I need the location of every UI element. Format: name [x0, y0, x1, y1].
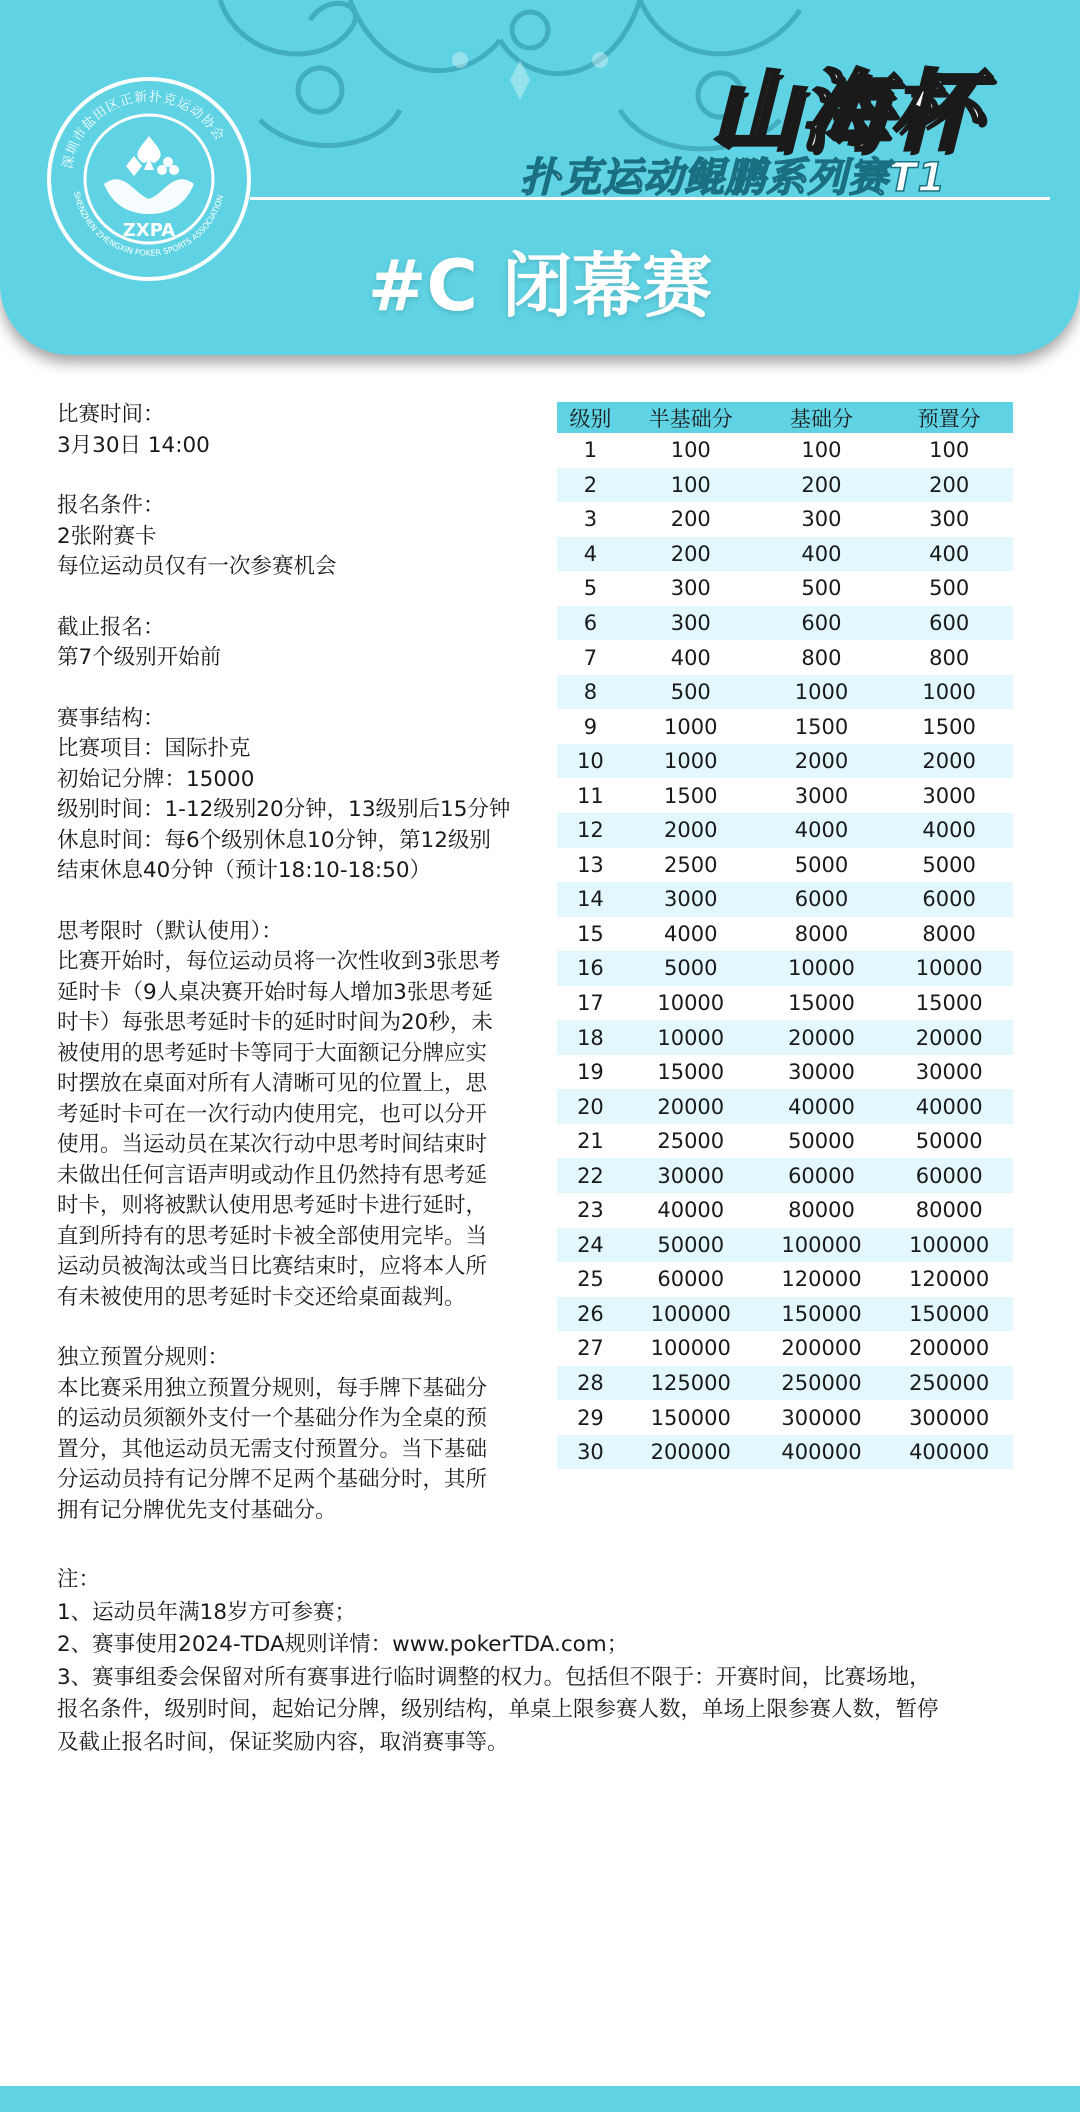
cell-big-blind: 400: [758, 537, 886, 572]
cell-big-blind: 80000: [788, 1198, 855, 1223]
cell-level: 4: [557, 537, 624, 572]
cell-level: 15: [577, 921, 604, 946]
logo-org-name: 深圳市盐田区正新扑克运动协会: [60, 89, 228, 171]
note-item: 2、赛事使用2024-TDA规则详情：www.pokerTDA.com；: [57, 1632, 629, 1657]
cell-small-blind: 500: [624, 675, 758, 710]
cell-small-blind: 3000: [624, 882, 758, 917]
section-ante-rule: [57, 1343, 547, 1526]
cell-ante: 15000: [915, 991, 983, 1016]
cell-small-blind: 1000: [664, 714, 718, 739]
cell-level: 17: [577, 991, 604, 1016]
cell-ante: 300000: [909, 1405, 990, 1430]
table-row: [557, 1020, 1013, 1055]
think-line: 时卡）每张思考延时卡的延时时间为20秒，未: [57, 1010, 493, 1035]
cell-big-blind: 300000: [781, 1405, 862, 1430]
cell-level: 29: [577, 1405, 604, 1430]
ante-line: 的运动员须额外支付一个基础分作为全桌的预: [57, 1406, 488, 1431]
think-line: 有未被使用的思考延时卡交还给桌面裁判。: [57, 1284, 466, 1310]
cell-big-blind: 1500: [794, 714, 849, 739]
think-line: 直到所持有的思考延时卡被全部使用完毕。当: [57, 1223, 488, 1249]
table-row: [557, 1400, 1013, 1435]
cell-ante: 3000: [922, 783, 976, 808]
cell-level: 8: [557, 675, 624, 710]
cell-big-blind: 40000: [758, 1089, 886, 1124]
cell-big-blind: 6000: [758, 882, 886, 917]
structure-line: 结束休息40分钟（预计18:10-18:50）: [57, 858, 432, 883]
table-row: [557, 709, 1013, 744]
header-ante: 预置分: [885, 402, 1013, 433]
cell-ante: 5000: [922, 852, 976, 877]
cell-ante: 400000: [885, 1435, 1013, 1470]
note-item: 报名条件，级别时间，起始记分牌，级别结构，单桌上限参赛人数，单场上限参赛人数，暂停: [57, 1697, 939, 1722]
cell-small-blind: 200000: [624, 1435, 758, 1470]
think-line: 未做出任何言语声明或动作且仍然持有思考延: [57, 1162, 488, 1188]
time-label: 比赛时间：: [57, 402, 165, 427]
think-line: 运动员被淘汰或当日比赛结束时，应将本人所: [57, 1254, 488, 1279]
main-title: 山海杯: [710, 60, 981, 163]
deadline-label: 截止报名：: [57, 614, 165, 640]
cell-big-blind: 15000: [788, 991, 855, 1016]
cell-ante: 4000: [885, 813, 1013, 848]
cell-small-blind: 40000: [657, 1198, 725, 1223]
cell-big-blind: 150000: [758, 1297, 886, 1332]
think-line: 时摆放在桌面对所有人清晰可见的位置上，思: [57, 1071, 488, 1096]
cell-ante: 400: [885, 537, 1013, 572]
table-row: [557, 917, 1013, 952]
cell-ante: 100000: [885, 1228, 1013, 1263]
table-row: [557, 502, 1013, 537]
cell-small-blind: 2500: [664, 852, 718, 877]
signup-line: 每位运动员仅有一次参赛机会: [57, 554, 337, 579]
note-item: 3、赛事组委会保留对所有赛事进行临时调整的权力。包括但不限于：开赛时间，比赛场地，: [57, 1664, 931, 1690]
cell-level: 26: [557, 1297, 624, 1332]
header-small-blind: 半基础分: [624, 402, 758, 433]
table-row: [557, 1055, 1013, 1090]
event-info: [57, 400, 547, 1556]
cell-small-blind: 400: [670, 645, 711, 670]
cell-ante: 250000: [885, 1366, 1013, 1401]
cell-small-blind: 100000: [624, 1297, 758, 1332]
section-think-time: [57, 917, 547, 1314]
ante-label: 独立预置分规则：: [57, 1345, 230, 1370]
think-line: 被使用的思考延时卡等同于大面额记分牌应实: [57, 1040, 488, 1066]
cell-level: 30: [557, 1435, 624, 1470]
table-row: [557, 1089, 1013, 1124]
cell-small-blind: 50000: [624, 1228, 758, 1263]
cell-small-blind: 10000: [624, 1020, 758, 1055]
table-row: [557, 1228, 1013, 1263]
table-row: [557, 537, 1013, 572]
cell-ante: 50000: [915, 1129, 983, 1154]
cell-level: 10: [557, 744, 624, 779]
series-subtitle: 扑克运动鲲鹏系列赛T1: [520, 155, 947, 201]
cell-big-blind: 4000: [758, 813, 886, 848]
table-row: [557, 951, 1013, 986]
cell-ante: 600: [885, 606, 1013, 641]
note-item: 及截止报名时间，保证奖励内容，取消赛事等。: [57, 1729, 509, 1755]
cell-ante: 6000: [885, 882, 1013, 917]
ante-line: 置分，其他运动员无需支付预置分。当下基础: [57, 1436, 488, 1462]
table-row: [557, 1262, 1013, 1297]
cell-small-blind: 150000: [650, 1405, 731, 1430]
cell-big-blind: 400000: [758, 1435, 886, 1470]
think-line: 延时卡（9人桌决赛开始时每人增加3张思考延: [57, 979, 493, 1005]
header-level: 级别: [557, 402, 624, 433]
think-line: 考延时卡可在一次行动内使用完，也可以分开: [57, 1101, 488, 1127]
table-row: [557, 640, 1013, 675]
cell-small-blind: 125000: [624, 1366, 758, 1401]
cell-ante: 10000: [885, 951, 1013, 986]
think-line: 比赛开始时，每位运动员将一次性收到3张思考: [57, 949, 501, 974]
table-row: [557, 675, 1013, 710]
cell-big-blind: 300: [801, 507, 842, 532]
cell-big-blind: 5000: [794, 852, 849, 877]
cell-ante: 200000: [909, 1336, 990, 1361]
cell-big-blind: 600: [758, 606, 886, 641]
cell-level: 7: [583, 645, 598, 670]
section-time: [57, 400, 547, 461]
structure-line: 级别时间：1-12级别20分钟，13级别后15分钟: [57, 797, 511, 822]
cell-level: 1: [583, 438, 598, 463]
cell-ante: 30000: [915, 1060, 983, 1085]
event-name: #C 闭幕赛: [367, 245, 713, 327]
table-row: [557, 1331, 1013, 1366]
cell-small-blind: 4000: [664, 921, 718, 946]
cell-small-blind: 100000: [650, 1336, 731, 1361]
cell-big-blind: 50000: [788, 1129, 855, 1154]
cell-small-blind: 1000: [624, 744, 758, 779]
table-row: [557, 468, 1013, 503]
cell-big-blind: 30000: [788, 1060, 855, 1085]
cell-level: 2: [557, 468, 624, 503]
cell-big-blind: 20000: [758, 1020, 886, 1055]
cell-small-blind: 100: [624, 468, 758, 503]
cell-big-blind: 2000: [758, 744, 886, 779]
cell-big-blind: 200000: [781, 1336, 862, 1361]
cell-level: 14: [557, 882, 624, 917]
table-row: [557, 1435, 1013, 1470]
cell-big-blind: 3000: [794, 783, 849, 808]
cell-level: 16: [557, 951, 624, 986]
header-big-blind: 基础分: [758, 402, 886, 433]
cell-ante: 1000: [885, 675, 1013, 710]
cell-big-blind: 100: [801, 438, 842, 463]
cell-ante: 8000: [922, 921, 976, 946]
cell-big-blind: 60000: [758, 1158, 886, 1193]
table-row: [557, 606, 1013, 641]
section-signup: [57, 491, 547, 583]
cell-big-blind: 1000: [758, 675, 886, 710]
cell-level: 13: [577, 852, 604, 877]
table-row: [557, 571, 1013, 606]
cell-ante: 60000: [885, 1158, 1013, 1193]
logo-english-name: SHENZHEN ZHENGXIN POKER SPORTS ASSOCIATION: [71, 190, 226, 258]
cell-small-blind: 200: [624, 537, 758, 572]
cell-small-blind: 25000: [657, 1129, 725, 1154]
cell-ante: 80000: [915, 1198, 983, 1223]
cell-level: 20: [557, 1089, 624, 1124]
table-row: [557, 986, 1013, 1021]
cell-small-blind: 1500: [664, 783, 718, 808]
cell-small-blind: 5000: [624, 951, 758, 986]
cell-small-blind: 15000: [657, 1060, 725, 1085]
structure-line: 比赛项目：国际扑克: [57, 736, 251, 761]
structure-line: 初始记分牌：15000: [57, 766, 255, 792]
cell-level: 19: [577, 1060, 604, 1085]
table-row: [557, 433, 1013, 468]
cell-level: 27: [577, 1336, 604, 1361]
section-deadline: [57, 613, 547, 674]
table-row: [557, 813, 1013, 848]
cell-small-blind: 300: [670, 576, 711, 601]
think-line: 使用。当运动员在某次行动中思考时间结束时: [57, 1132, 488, 1157]
cell-level: 9: [583, 714, 598, 739]
cell-big-blind: 120000: [781, 1267, 862, 1292]
cell-ante: 20000: [885, 1020, 1013, 1055]
cell-small-blind: 100: [670, 438, 711, 463]
structure-label: 赛事结构：: [57, 705, 165, 731]
header-banner: [0, 0, 1080, 355]
cell-small-blind: 30000: [624, 1158, 758, 1193]
table-row: [557, 1366, 1013, 1401]
cell-level: 3: [583, 507, 598, 532]
cell-ante: 2000: [885, 744, 1013, 779]
table-row: [557, 1297, 1013, 1332]
cell-small-blind: 2000: [624, 813, 758, 848]
cell-ante: 500: [929, 576, 970, 601]
signup-label: 报名条件：: [57, 493, 165, 518]
cell-big-blind: 8000: [794, 921, 849, 946]
note-item: 1、运动员年满18岁方可参赛；: [57, 1599, 357, 1625]
deadline-value: 第7个级别开始前: [57, 645, 222, 670]
cell-level: 25: [577, 1267, 604, 1292]
cell-ante: 800: [929, 645, 970, 670]
cell-big-blind: 200: [758, 468, 886, 503]
cell-big-blind: 250000: [758, 1366, 886, 1401]
cell-level: 18: [557, 1020, 624, 1055]
table-row: [557, 778, 1013, 813]
time-value: 3月30日 14:00: [57, 432, 210, 458]
cell-ante: 150000: [885, 1297, 1013, 1332]
cell-ante: 120000: [909, 1267, 990, 1292]
cell-big-blind: 100000: [758, 1228, 886, 1263]
cell-small-blind: 20000: [624, 1089, 758, 1124]
table-row: [557, 882, 1013, 917]
cell-level: 22: [557, 1158, 624, 1193]
notes-section: [57, 1564, 1047, 1759]
cell-small-blind: 60000: [657, 1267, 725, 1292]
bottom-bar: [0, 2086, 1080, 2112]
cell-level: 21: [577, 1129, 604, 1154]
ante-line: 分运动员持有记分牌不足两个基础分时，其所: [57, 1467, 488, 1492]
think-line: 时卡，则将被默认使用思考延时卡进行延时，: [57, 1193, 488, 1218]
ante-line: 本比赛采用独立预置分规则，每手牌下基础分: [57, 1375, 488, 1401]
cell-ante: 100: [929, 438, 970, 463]
table-row: [557, 1193, 1013, 1228]
cell-small-blind: 10000: [657, 991, 725, 1016]
cell-big-blind: 800: [801, 645, 842, 670]
cell-level: 5: [583, 576, 598, 601]
cell-ante: 300: [929, 507, 970, 532]
cell-small-blind: 300: [624, 606, 758, 641]
ante-line: 拥有记分牌优先支付基础分。: [57, 1497, 337, 1523]
table-row: [557, 848, 1013, 883]
table-row: [557, 1124, 1013, 1159]
structure-line: 休息时间：每6个级别休息10分钟，第12级别: [57, 827, 491, 853]
cell-level: 12: [557, 813, 624, 848]
cell-small-blind: 200: [670, 507, 711, 532]
blind-structure-table: [557, 402, 1013, 1469]
cell-level: 6: [557, 606, 624, 641]
notes-label: 注：: [57, 1567, 101, 1592]
cell-level: 11: [577, 783, 604, 808]
cell-ante: 1500: [922, 714, 976, 739]
cell-level: 28: [557, 1366, 624, 1401]
cell-level: 23: [577, 1198, 604, 1223]
cell-ante: 40000: [885, 1089, 1013, 1124]
table-header-row: [557, 402, 1013, 433]
logo-abbr: ZXPA: [122, 220, 176, 241]
think-label: 思考限时（默认使用）：: [57, 918, 283, 944]
signup-line: 2张附赛卡: [57, 523, 157, 549]
cell-big-blind: 10000: [758, 951, 886, 986]
cell-ante: 200: [885, 468, 1013, 503]
cell-big-blind: 500: [801, 576, 842, 601]
table-row: [557, 1158, 1013, 1193]
cell-level: 24: [557, 1228, 624, 1263]
section-structure: [57, 704, 547, 887]
table-row: [557, 744, 1013, 779]
